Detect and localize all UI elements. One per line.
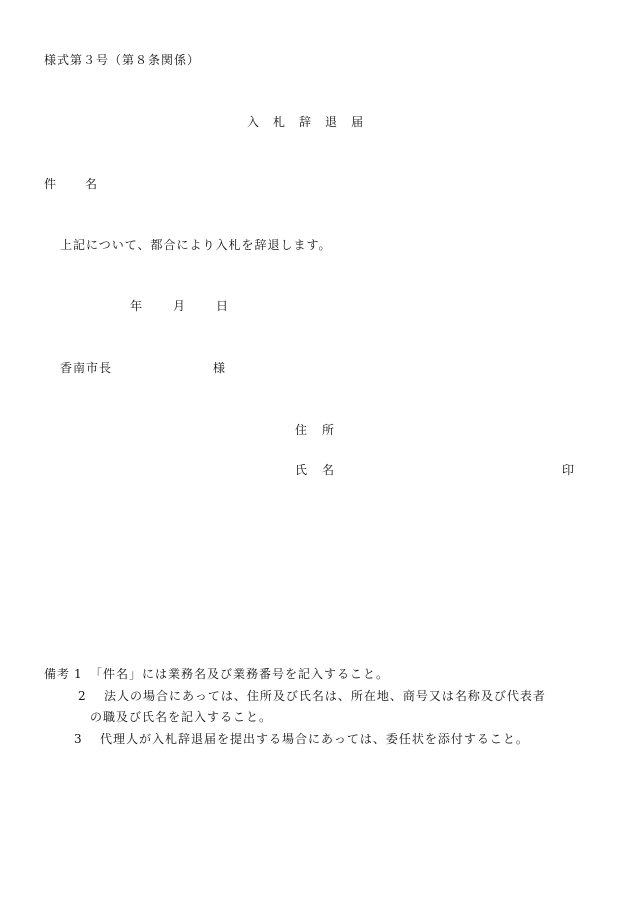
name-label-char: 名 <box>322 463 336 477</box>
subject-label-char: 名 <box>85 177 99 191</box>
name-label <box>295 462 335 478</box>
address-label-char: 住 <box>295 423 309 437</box>
note-number: 1 <box>74 667 83 681</box>
address-label-char: 所 <box>322 423 336 437</box>
title-char: 入 <box>247 115 260 129</box>
name-label-char: 氏 <box>295 463 309 477</box>
title-char: 退 <box>325 115 338 129</box>
note-number: 2 <box>78 689 87 703</box>
seal-mark: 印 <box>562 463 576 477</box>
title-char: 届 <box>351 115 364 129</box>
notes-heading: 備考 <box>44 667 71 681</box>
form-number: 様式第３号（第８条関係） <box>44 53 201 67</box>
address-label <box>295 422 335 438</box>
withdrawal-statement: 上記について、都合により入札を辞退します。 <box>60 238 332 252</box>
title-char: 札 <box>273 115 286 129</box>
subject-label <box>44 176 98 192</box>
date-year-label: 年 <box>130 299 144 313</box>
date-month-label: 月 <box>173 299 187 313</box>
subject-label-char: 件 <box>44 177 58 191</box>
note-text: 「件名」には業務名及び業務番号を記入すること。 <box>90 667 390 681</box>
document-title <box>247 114 363 130</box>
note-text-continuation: の職及び氏名を記入すること。 <box>90 710 273 724</box>
date-day-label: 日 <box>216 299 230 313</box>
addressee-name: 香南市長 <box>60 361 113 375</box>
note-text: 代理人が入札辞退届を提出する場合にあっては、委任状を添付すること。 <box>100 732 529 746</box>
addressee-honorific: 様 <box>213 361 227 375</box>
title-char: 辞 <box>299 115 312 129</box>
note-text: 法人の場合にあっては、住所及び氏名は、所在地、商号又は名称及び代表者 <box>104 689 546 703</box>
note-number: 3 <box>74 732 83 746</box>
